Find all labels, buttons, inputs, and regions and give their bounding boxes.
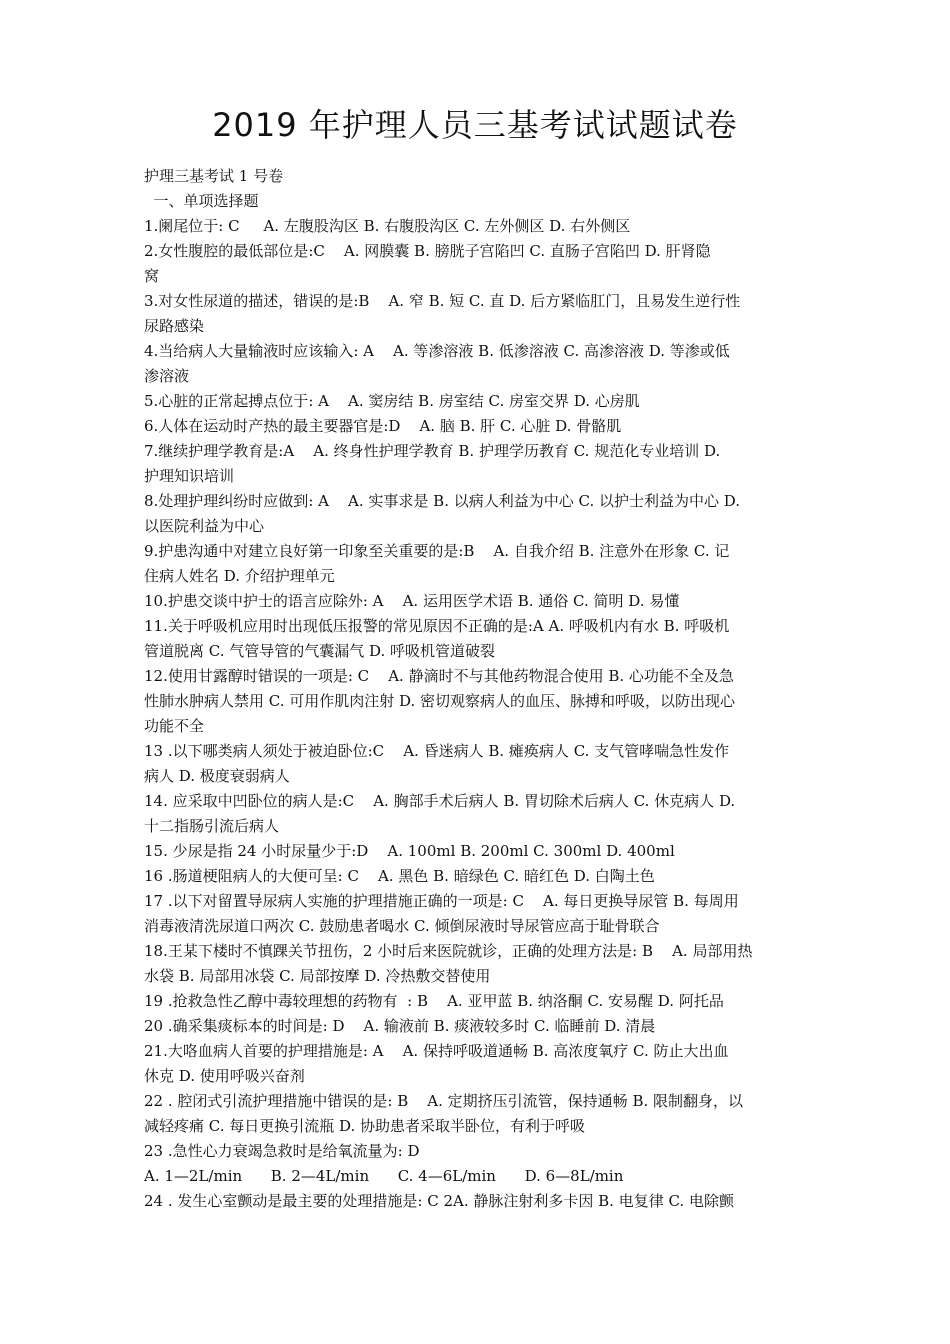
text-line: 23 .急性心力衰竭急救时是给氧流量为: D <box>144 1142 420 1160</box>
text-line: 以医院利益为中心 <box>144 517 265 535</box>
text-line: 12.使用甘露醇时错误的一项是: C A. 静滴时不与其他药物混合使用 B. 心功能不全及急 <box>144 667 734 685</box>
text-line: 10.护患交谈中护士的语言应除外: A A. 运用医学术语 B. 通俗 C. 简明 D. 易懂 <box>144 592 680 610</box>
text-line: 5.心脏的正常起搏点位于: A A. 窦房结 B. 房室结 C. 房室交界 D. 心房肌 <box>144 392 640 410</box>
text-line: 一、单项选择题 <box>144 192 259 210</box>
text-line: 消毒液清洗尿道口两次 C. 鼓励患者喝水 C. 倾倒尿液时导尿管应高于耻骨联合 <box>144 917 660 935</box>
text-line: 16 .肠道梗阻病人的大便可呈: C A. 黑色 B. 暗绿色 C. 暗红色 D. 白陶土色 <box>144 867 655 885</box>
text-line: 渗溶液 <box>144 367 190 385</box>
text-line: 护理知识培训 <box>144 467 235 485</box>
text-line: 护理三基考试 1 号卷 <box>144 167 284 185</box>
text-line: 功能不全 <box>144 717 205 735</box>
text-line: 十二指肠引流后病人 <box>144 817 280 835</box>
text-line: 17 .以下对留置导尿病人实施的护理措施正确的一项是: C A. 每日更换导尿管 B. 每周用 <box>144 892 739 910</box>
text-line: 24 . 发生心室颤动是最主要的处理措施是: C 2A. 静脉注射利多卡因 B. 电复律 C. 电除颤 <box>144 1192 734 1210</box>
text-line: 21.大咯血病人首要的护理措施是: A A. 保持呼吸道通畅 B. 高浓度氧疗 C. 防止大出血 <box>144 1042 729 1060</box>
text-line: 8.处理护理纠纷时应做到: A A. 实事求是 B. 以病人利益为中心 C. 以护士利益为中心 D. <box>144 492 741 510</box>
text-line: 7.继续护理学教育是:A A. 终身性护理学教育 B. 护理学历教育 C. 规范化专业培训 D. <box>144 442 721 460</box>
text-line: 窝 <box>144 267 160 285</box>
text-line: 20 .确采集痰标本的时间是: D A. 输液前 B. 痰液较多时 C. 临睡前 D. 清晨 <box>144 1017 656 1035</box>
text-line: 13 .以下哪类病人须处于被迫卧位:C A. 昏迷病人 B. 瘫痪病人 C. 支气管哮喘急性发作 <box>144 742 730 760</box>
document-title: 2019 年护理人员三基考试试题试卷 <box>212 106 738 144</box>
text-line: 11.关于呼吸机应用时出现低压报警的常见原因不正确的是:A A. 呼吸机内有水 B. 呼吸机 <box>144 617 730 635</box>
text-line: 水袋 B. 局部用冰袋 C. 局部按摩 D. 冷热敷交替使用 <box>144 967 491 985</box>
text-line: 14. 应采取中凹卧位的病人是:C A. 胸部手术后病人 B. 胃切除术后病人 C. 休克病人 D. <box>144 792 736 810</box>
text-line: 休克 D. 使用呼吸兴奋剂 <box>144 1067 305 1085</box>
text-line: 15. 少尿是指 24 小时尿量少于:D A. 100ml B. 200ml C. 300ml D. 400ml <box>144 842 675 860</box>
text-line: 住病人姓名 D. 介绍护理单元 <box>144 567 335 585</box>
text-line: 性肺水肿病人禁用 C. 可用作肌肉注射 D. 密切观察病人的血压、脉搏和呼吸，以防出现心 <box>144 692 736 710</box>
text-line: 病人 D. 极度衰弱病人 <box>144 767 290 785</box>
text-line: 4.当给病人大量输液时应该输入: A A. 等渗溶液 B. 低渗溶液 C. 高渗溶液 D. 等渗或低 <box>144 342 730 360</box>
text-line: 6.人体在运动时产热的最主要器官是:D A. 脑 B. 肝 C. 心脏 D. 骨骼肌 <box>144 417 622 435</box>
text-line: 2.女性腹腔的最低部位是:C A. 网膜囊 B. 膀胱子宫陷凹 C. 直肠子宫陷凹 D. 肝肾隐 <box>144 242 711 260</box>
document-body <box>144 164 812 1214</box>
text-line: 尿路感染 <box>144 317 205 335</box>
text-line: A. 1—2L/min B. 2—4L/min C. 4—6L/min D. 6—8L/min <box>144 1167 624 1185</box>
text-line: 22 . 腔闭式引流护理措施中错误的是: B A. 定期挤压引流管，保持通畅 B. 限制翻身，以 <box>144 1092 744 1110</box>
text-line: 9.护患沟通中对建立良好第一印象至关重要的是:B A. 自我介绍 B. 注意外在形象 C. 记 <box>144 542 730 560</box>
text-line: 管道脱离 C. 气管导管的气囊漏气 D. 呼吸机管道破裂 <box>144 642 496 660</box>
text-line: 3.对女性尿道的描述，错误的是:B A. 窄 B. 短 C. 直 D. 后方紧临肛门，且易发生逆行性 <box>144 292 741 310</box>
text-line: 减轻疼痛 C. 每日更换引流瓶 D. 协助患者采取半卧位，有利于呼吸 <box>144 1117 586 1135</box>
text-line: 19 .抢救急性乙醇中毒较理想的药物有 : B A. 亚甲蓝 B. 纳洛酮 C. 安易醒 D. 阿托品 <box>144 992 724 1010</box>
text-line: 1.阑尾位于: C A. 左腹股沟区 B. 右腹股沟区 C. 左外侧区 D. 右外侧区 <box>144 217 631 235</box>
text-line: 18.王某下楼时不慎踝关节扭伤，2 小时后来医院就诊，正确的处理方法是: B A. 局部用热 <box>144 942 753 960</box>
